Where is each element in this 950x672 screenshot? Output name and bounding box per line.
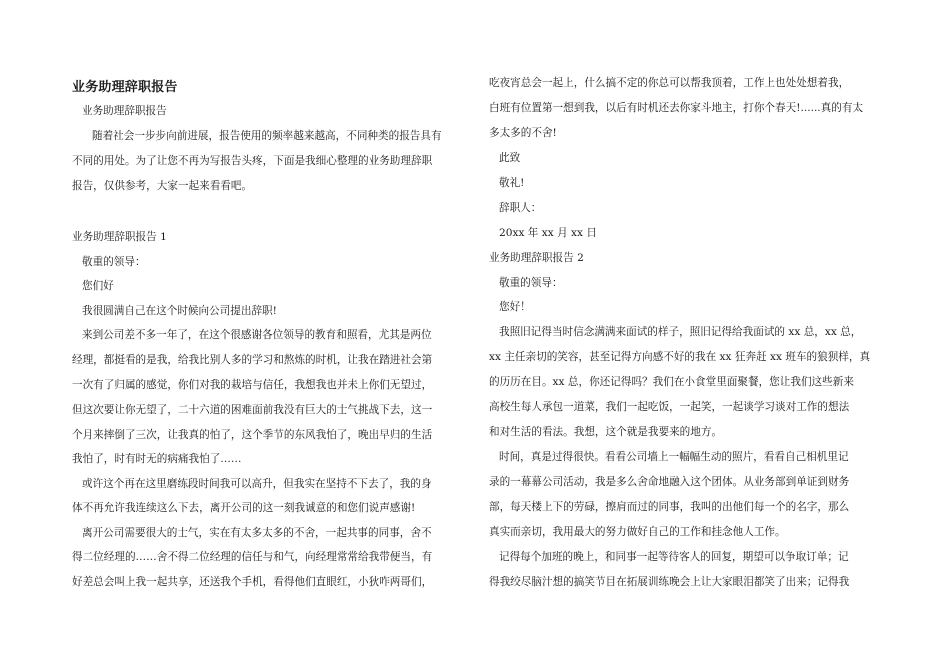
paragraph-line: 个月来摔倒了三次，让我真的怕了，这个季节的东风我怕了，晚出早归的生活 [72,429,433,441]
intro-heading: 业务助理辞职报告 [82,105,167,117]
paragraph-line: 我很圆满自己在这个时候向公司提出辞职! [82,305,277,317]
closing-line: 敬礼! [499,177,525,189]
intro-line: 报告，仅供参考，大家一起来看看吧。 [72,180,253,192]
greeting: 敬重的领导： [499,277,563,289]
signer-label: 辞职人： [499,202,542,214]
paragraph-line: 吃夜宵总会一起上，什么搞不定的你总可以帮我顶着，工作上也处处想着我， [489,77,850,89]
paragraph-line: 来到公司差不多一年了，在这个很感谢各位领导的教育和照看，尤其是两位 [82,329,432,341]
paragraph-line: 经理，都挺看的是我，给我比别人多的学习和熬炼的时机，让我在踏进社会第 [72,354,433,366]
paragraph-line: 得二位经理的……舍不得二位经理的信任与和气，向经理常常给我带便当，有 [72,551,433,563]
paragraph-line: 多太多的不舍! [489,127,557,139]
paragraph-line: 离开公司需要很大的士气，实在有太多太多的不舍，一起共事的同事，舍不 [82,527,432,539]
paragraph-line: 我怕了，时有时无的病痛我怕了…… [72,453,242,465]
intro-line: 随着社会一步步向前进展，报告使用的频率越来越高，不同种类的报告具有 [92,130,442,142]
greeting: 敬重的领导： [82,256,146,268]
hello: 您好！ [499,301,531,313]
paragraph-line: 好差总会叫上我一起共享，还送我个手机，看得他们直眼红，小狄咋两哥们， [72,576,433,588]
paragraph-line: 我照旧记得当时信念满满来面试的样子，照旧记得给我面试的 xx 总，xx 总， [499,326,862,338]
paragraph-line: 一次有了归属的感觉，你们对我的栽培与信任，我想我也并未上你们无望过， [72,379,433,391]
paragraph-line: 但这次要让你无望了，二十六道的困难面前我没有巨大的士气挑战下去，这一 [72,404,433,416]
paragraph-line: 得我绞尽脑汁想的搞笑节目在拓展训练晚会上让大家眼泪都笑了出来；记得我 [489,576,850,588]
paragraph-line: 真实而亲切，我用最大的努力做好自己的工作和挂念他人工作。 [489,526,786,538]
paragraph-line: xx 主任亲切的笑容，甚至记得方向感不好的我在 xx 狂奔赶 xx 班车的狼狈样，真 [489,351,871,363]
paragraph-line: 和对生活的看法。我想，这个就是我要来的地方。 [489,426,723,438]
paragraph-line: 或许这个再在这里磨练段时间我可以高升，但我实在坚持不下去了，我的身 [82,478,432,490]
paragraph-line: 的历历在目。xx 总，你还记得吗？我们在小食堂里面聚餐，您让我们这些新来 [489,376,854,388]
section2-heading: 业务助理辞职报告 2 [489,252,584,264]
document-title: 业务助理辞职报告 [72,80,178,95]
paragraph-line: 高校生每人承包一道菜，我们一起吃饭，一起笑，一起谈学习谈对工作的想法 [489,401,850,413]
paragraph-line: 部，每天楼上下的劳碌，擦肩而过的同事，我叫的出他们每一个的名字，那么 [489,501,850,513]
paragraph-line: 体不再允许我连续这么下去，离开公司的这一刻我诚意的和您们说声感谢! [72,502,416,514]
paragraph-line: 白班有位置第一想到我，以后有时机还去你家斗地主，打你个春天!......真的有太 [489,102,864,114]
date-line: 20xx 年 xx 月 xx 日 [499,227,597,239]
section1-heading: 业务助理辞职报告 1 [72,231,167,243]
paragraph-line: 记得每个加班的晚上，和同事一起等待客人的回复，期望可以争取订单；记 [499,551,849,563]
paragraph-line: 时间，真是过得很快。看看公司墙上一幅幅生动的照片，看看自己相机里记 [499,451,849,463]
intro-line: 不同的用处。为了让您不再为写报告头疼，下面是我细心整理的业务助理辞职 [72,155,433,167]
paragraph-line: 录的一幕幕公司活动，我是多么舍命地融入这个团体。从业务部到单证到财务 [489,476,850,488]
hello: 您们好 [82,280,114,292]
closing-line: 此致 [499,152,521,164]
